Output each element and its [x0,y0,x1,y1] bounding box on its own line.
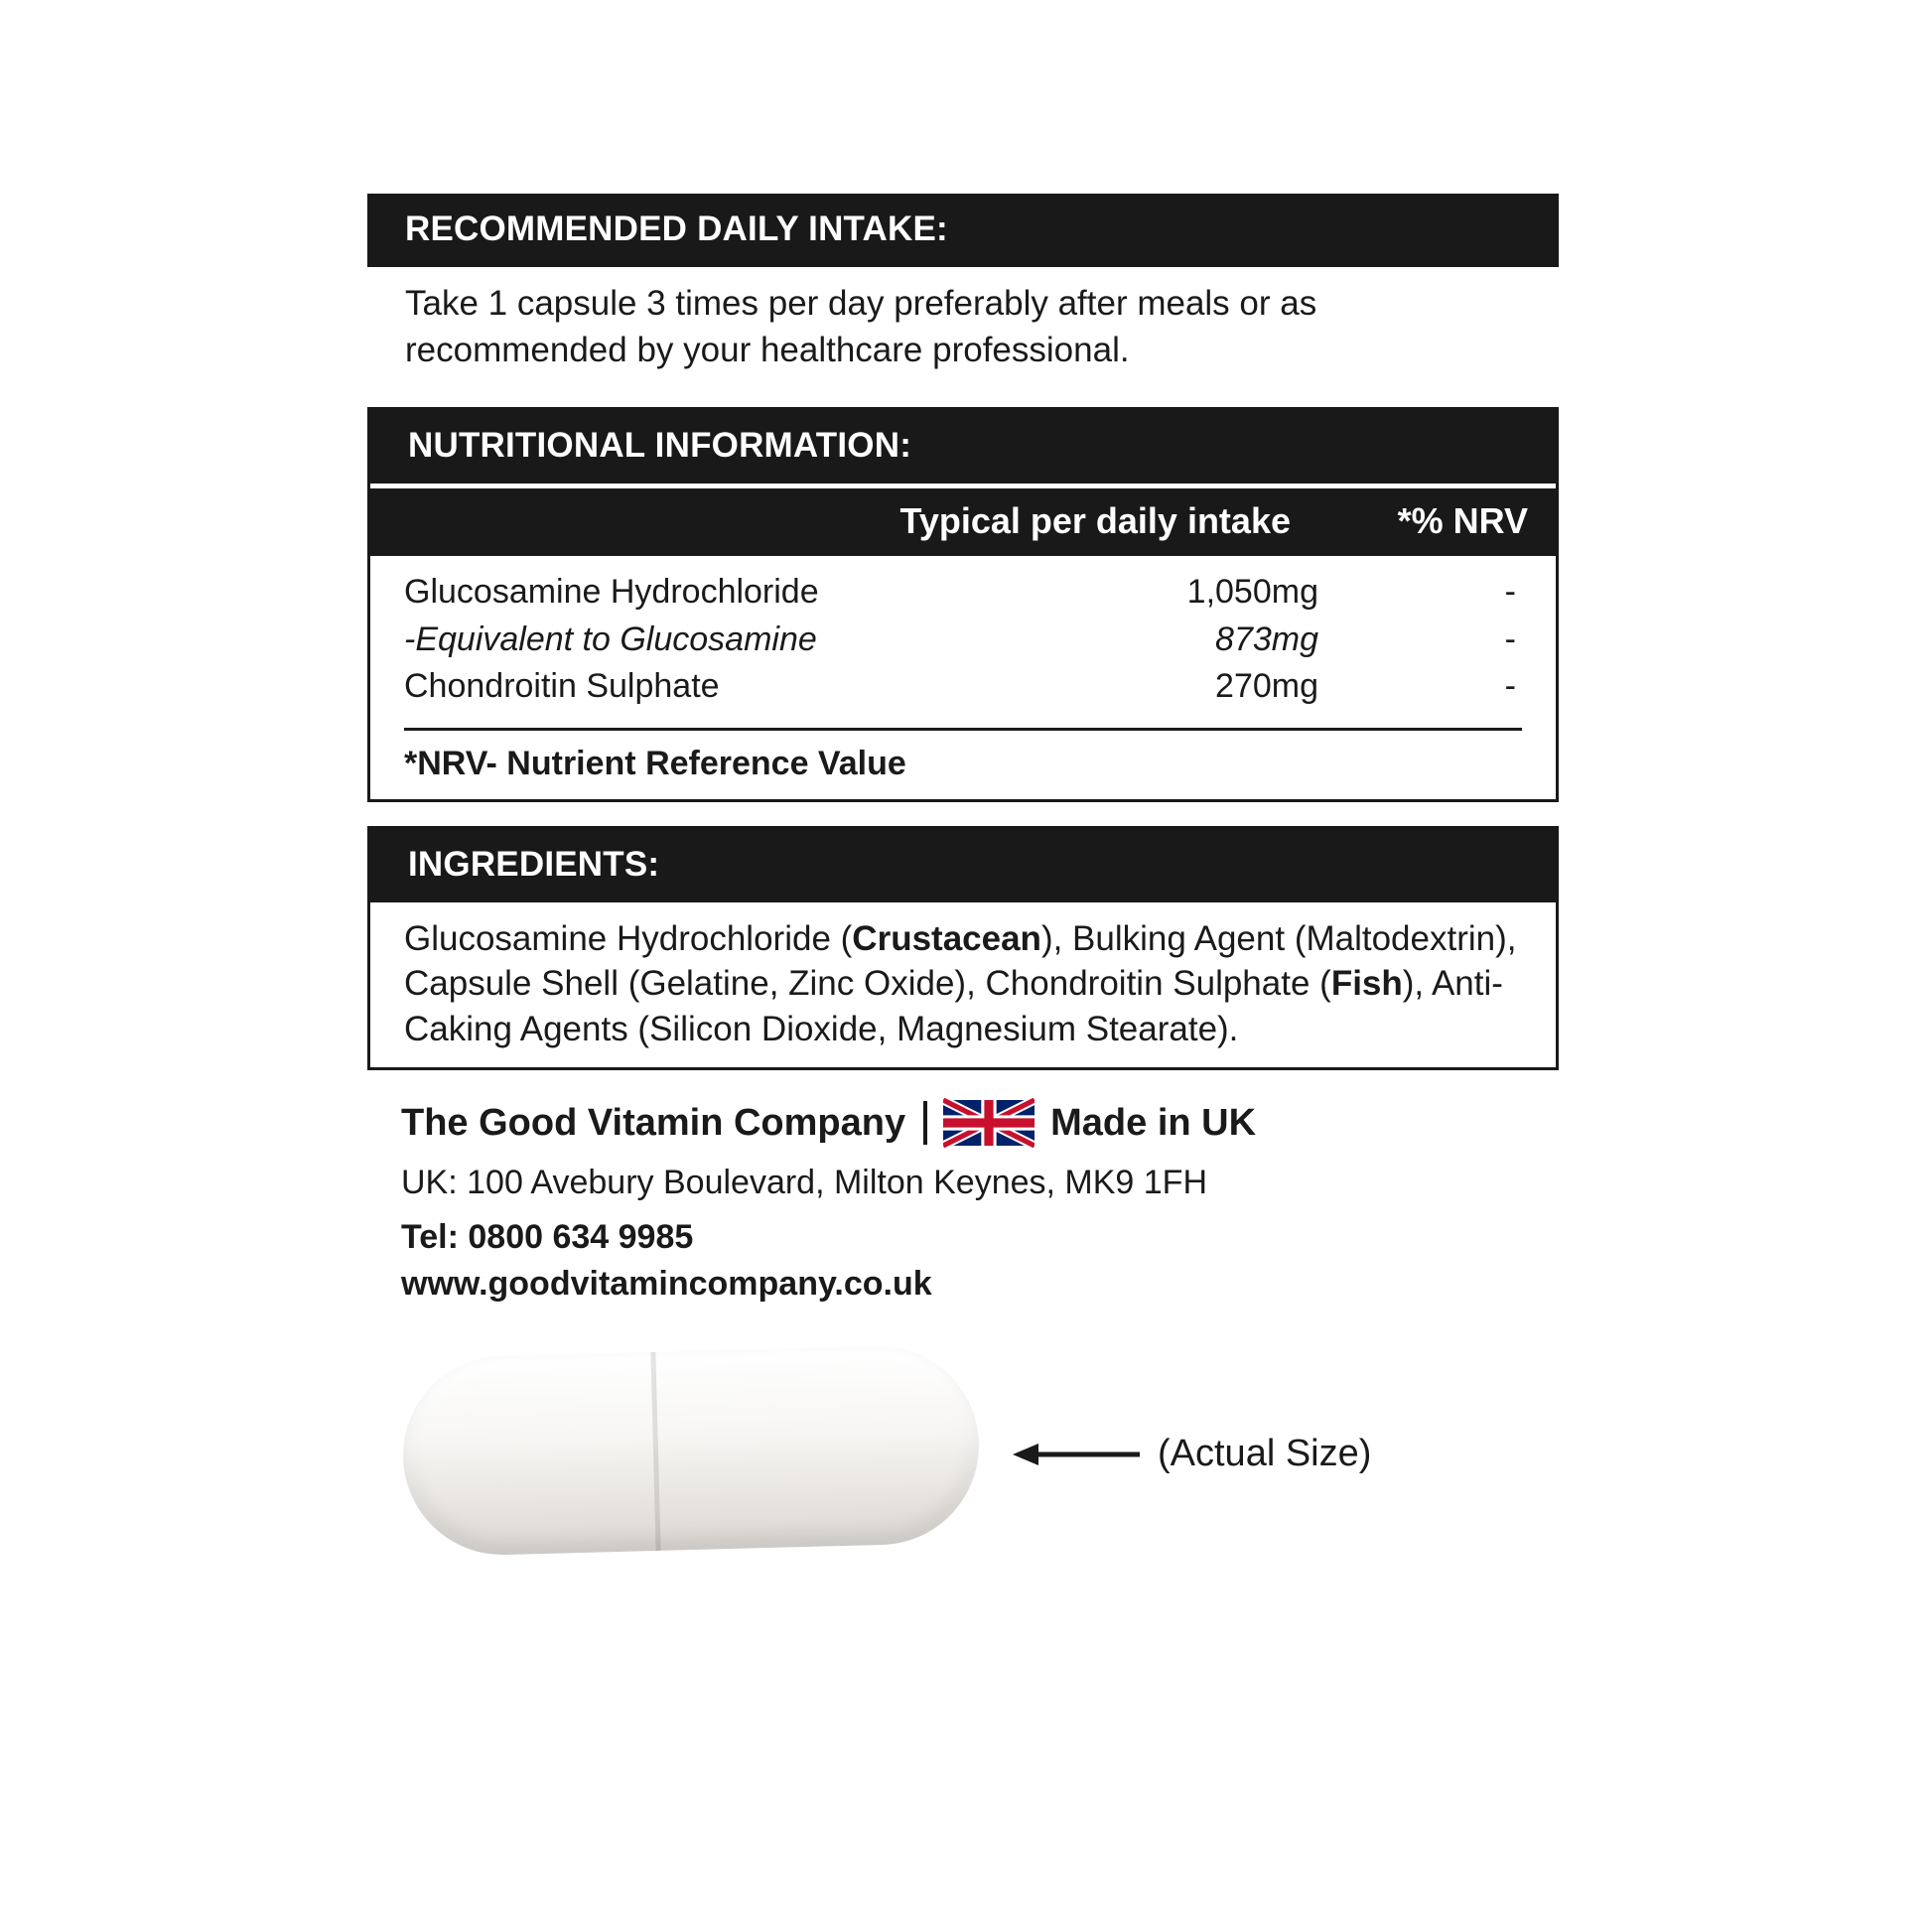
made-in-uk-label: Made in UK [1050,1101,1257,1144]
nutritional-information-section [367,407,1559,802]
nutrition-col-typical: Typical per daily intake [899,500,1291,542]
ingredient-allergen: Fish [1330,964,1403,1004]
company-name: The Good Vitamin Company [401,1101,906,1144]
capsule-image [400,1344,981,1558]
company-address: UK: 100 Avebury Boulevard, Milton Keynes, MK9 1FH [401,1164,1207,1202]
nutrition-row-nrv: - [1504,667,1516,706]
actual-size-label: (Actual Size) [1158,1433,1372,1475]
nutrition-table-body [370,556,1556,718]
ingredient-text: ), Bulking Agent (Maltodextrin), Capsule Shell (Gelatine, Zinc Oxide), Chondroitin Sulphate ( [404,918,1517,1004]
actual-size-callout [1013,1433,1371,1475]
nutrition-row-amount: 1,050mg [1186,573,1318,612]
left-arrow-icon [1013,1441,1142,1468]
vertical-divider [923,1101,927,1145]
nutrition-col-nrv: *% NRV [1397,500,1528,542]
nutrition-table-header-row [370,483,1556,556]
ingredients-section [367,826,1559,1071]
nutrition-row-name: Chondroitin Sulphate [404,667,720,706]
nutrition-row-amount: 873mg [1215,620,1318,658]
ingredients-body [370,902,1556,1068]
recommended-daily-intake-section [367,194,1559,383]
ingredient-allergen: Crustacean [852,918,1041,958]
nutrition-row-amount: 270mg [1215,667,1318,706]
company-telephone: Tel: 0800 634 9985 [401,1218,694,1257]
nutrition-row [370,570,1556,618]
nutrition-row-name: -Equivalent to Glucosamine [404,620,817,658]
capsule-illustration-area [367,1337,1559,1566]
company-website: www.goodvitamincompany.co.uk [401,1265,932,1304]
capsule-seam [650,1352,660,1551]
nutrition-row-nrv: - [1504,573,1516,612]
ingredient-text: ), Anti-Caking Agents (Silicon Dioxide, Magnesium Stearate). [404,964,1503,1048]
nrv-footnote: *NRV- Nutrient Reference Value [404,744,906,782]
ingredient-text: Glucosamine Hydrochloride ( [404,918,853,958]
nutrition-row-nrv: - [1504,620,1516,658]
nutrition-row [370,618,1556,665]
nutritional-information-heading: NUTRITIONAL INFORMATION: [370,410,1556,483]
company-line [367,1098,1559,1148]
nutrition-row [370,664,1556,712]
company-block [367,1098,1559,1304]
supplement-label [367,194,1559,1566]
recommended-daily-intake-body: Take 1 capsule 3 times per day preferably after meals or as recommended by your healthcare professional. [405,284,1317,369]
union-jack-flag-icon [943,1098,1035,1148]
recommended-daily-intake-heading: RECOMMENDED DAILY INTAKE: [367,194,1559,267]
nutrition-row-name: Glucosamine Hydrochloride [404,573,819,612]
ingredients-heading: INGREDIENTS: [370,829,1556,902]
